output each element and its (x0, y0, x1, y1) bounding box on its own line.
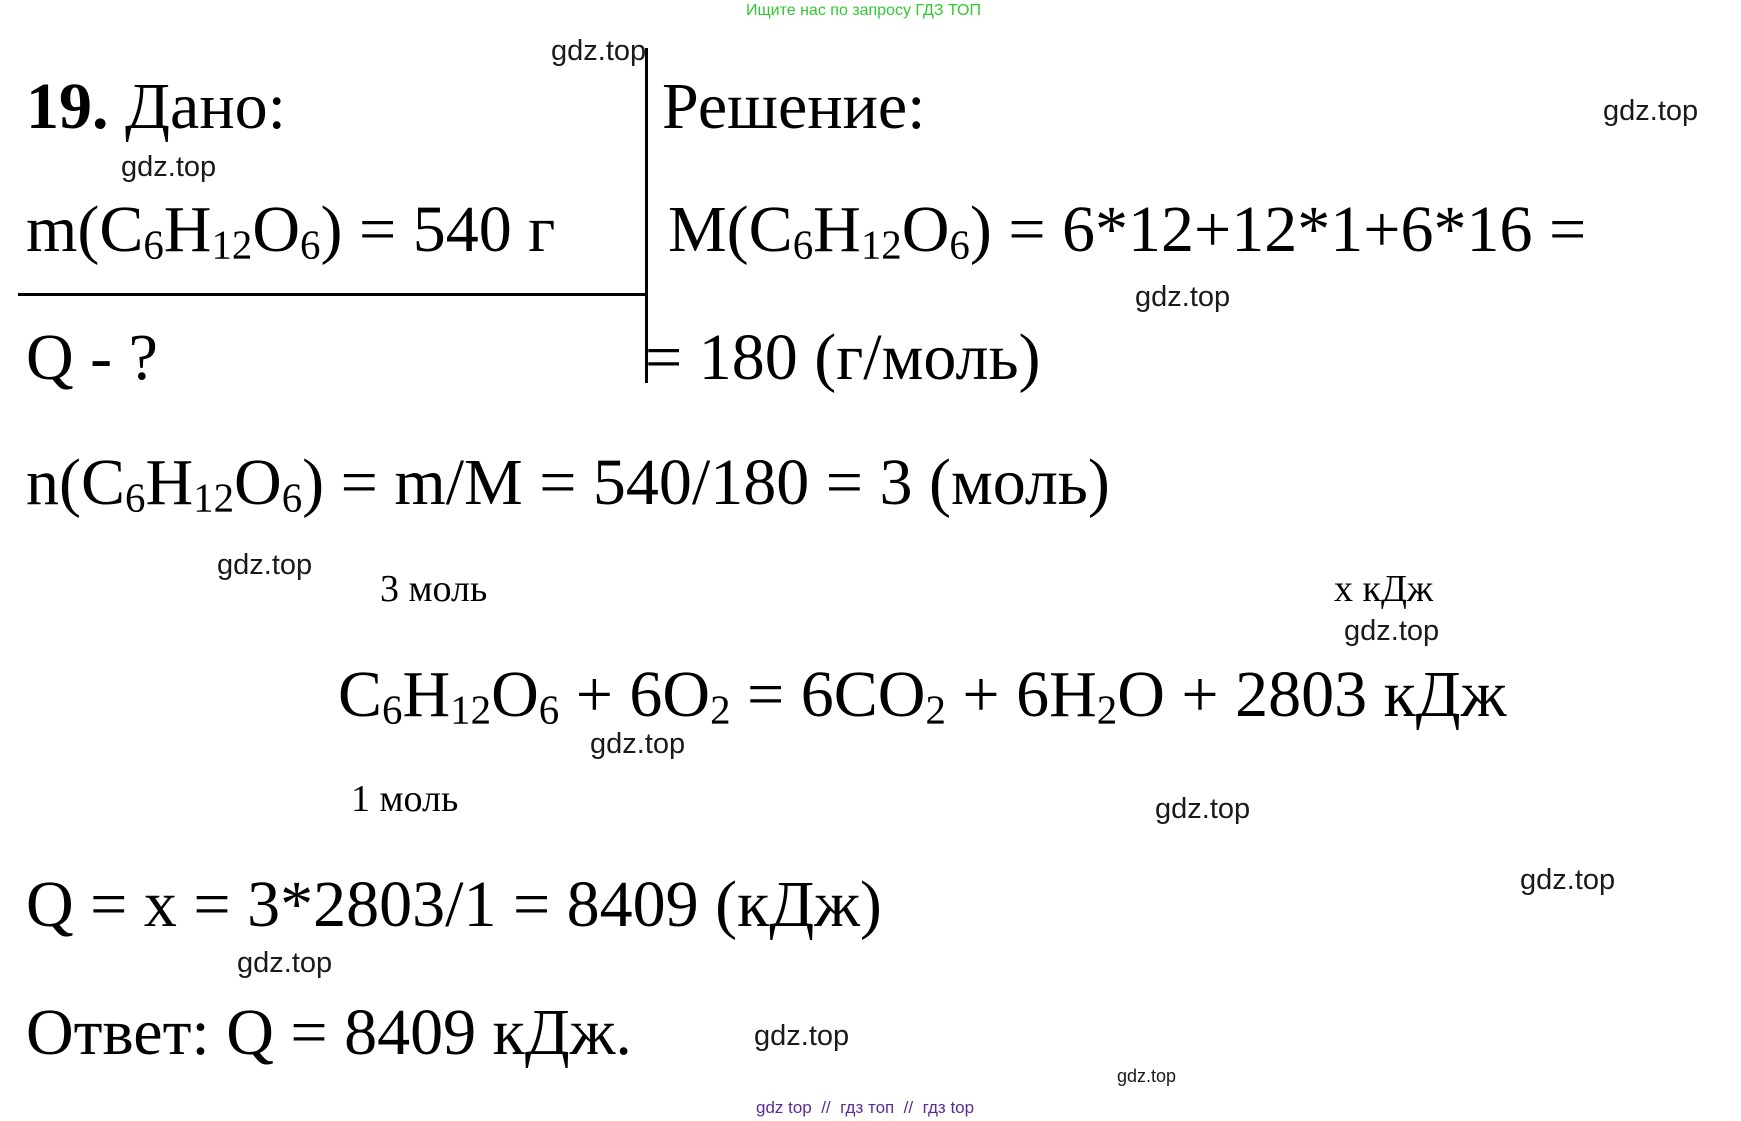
molar-mass-result: = 180 (г/моль) (645, 321, 1041, 394)
subscript: 2 (1096, 687, 1118, 733)
find-unknown: Q - ? (26, 321, 158, 394)
formula-text: ) = m/M = 540/180 = 3 (моль) (302, 446, 1110, 519)
watermark: gdz.top (217, 549, 313, 581)
answer-line: Ответ: Q = 8409 кДж. (26, 996, 632, 1069)
formula-text: O (491, 658, 539, 731)
heat-calculation: Q = x = 3*2803/1 = 8409 (кДж) (26, 868, 882, 941)
reaction-equation (338, 658, 1507, 733)
formula-text: H (163, 193, 212, 266)
formula-text: O + 2803 кДж (1117, 658, 1507, 731)
formula-text: M(C (668, 193, 793, 266)
formula-text: n(C (26, 446, 125, 519)
search-hint: Ищите нас по запросу ГДЗ ТОП (746, 2, 981, 19)
reaction-below-left: 1 моль (351, 778, 459, 820)
subscript: 12 (193, 475, 235, 521)
subscript: 6 (382, 687, 403, 733)
formula-text: O (252, 193, 301, 266)
given-underline (18, 293, 646, 296)
problem-number: 19. (26, 70, 109, 143)
formula-text: + 6O (559, 658, 711, 731)
formula-text: O (234, 446, 282, 519)
amount-line (26, 446, 1110, 521)
subscript: 6 (281, 475, 303, 521)
watermark: gdz.top (1135, 281, 1231, 313)
reaction-above-right: x кДж (1334, 568, 1434, 610)
given-label: Дано: (125, 70, 286, 143)
given-mass (26, 193, 556, 268)
subscript: 6 (300, 222, 321, 268)
subscript: 6 (143, 222, 164, 268)
watermark: gdz.top (590, 728, 686, 760)
footer-links: gdz top // гдз топ // гдз top (756, 1098, 975, 1117)
formula-text: H (402, 658, 451, 731)
formula-text: ) = 6*12+12*1+6*16 = (969, 193, 1587, 266)
watermark: gdz.top (754, 1020, 850, 1052)
molar-mass-line (668, 193, 1587, 268)
subscript: 6 (125, 475, 146, 521)
formula-text: + 6H (945, 658, 1097, 731)
subscript: 2 (925, 687, 946, 733)
watermark: gdz.top (1117, 1066, 1177, 1086)
reaction-above-left: 3 моль (380, 568, 488, 610)
watermark: gdz.top (1155, 793, 1251, 825)
formula-text: H (145, 446, 194, 519)
subscript: 6 (949, 222, 970, 268)
watermark: gdz.top (1603, 95, 1699, 127)
watermark: gdz.top (1520, 864, 1616, 896)
watermark: gdz.top (551, 35, 647, 67)
watermark: gdz.top (121, 151, 217, 183)
formula-text: = 6CO (730, 658, 926, 731)
formula-text: O (901, 193, 950, 266)
formula-text: m(C (26, 193, 144, 266)
given-heading (26, 70, 286, 143)
formula-text: H (813, 193, 861, 266)
subscript: 12 (860, 222, 902, 268)
subscript: 12 (211, 222, 253, 268)
subscript: 2 (710, 687, 731, 733)
formula-text: C (338, 658, 383, 731)
subscript: 6 (538, 687, 560, 733)
watermark: gdz.top (1344, 615, 1440, 647)
subscript: 6 (792, 222, 814, 268)
formula-text: ) = 540 г (320, 193, 556, 266)
subscript: 12 (450, 687, 492, 733)
solution-heading: Решение: (662, 70, 926, 143)
watermark: gdz.top (237, 947, 333, 979)
